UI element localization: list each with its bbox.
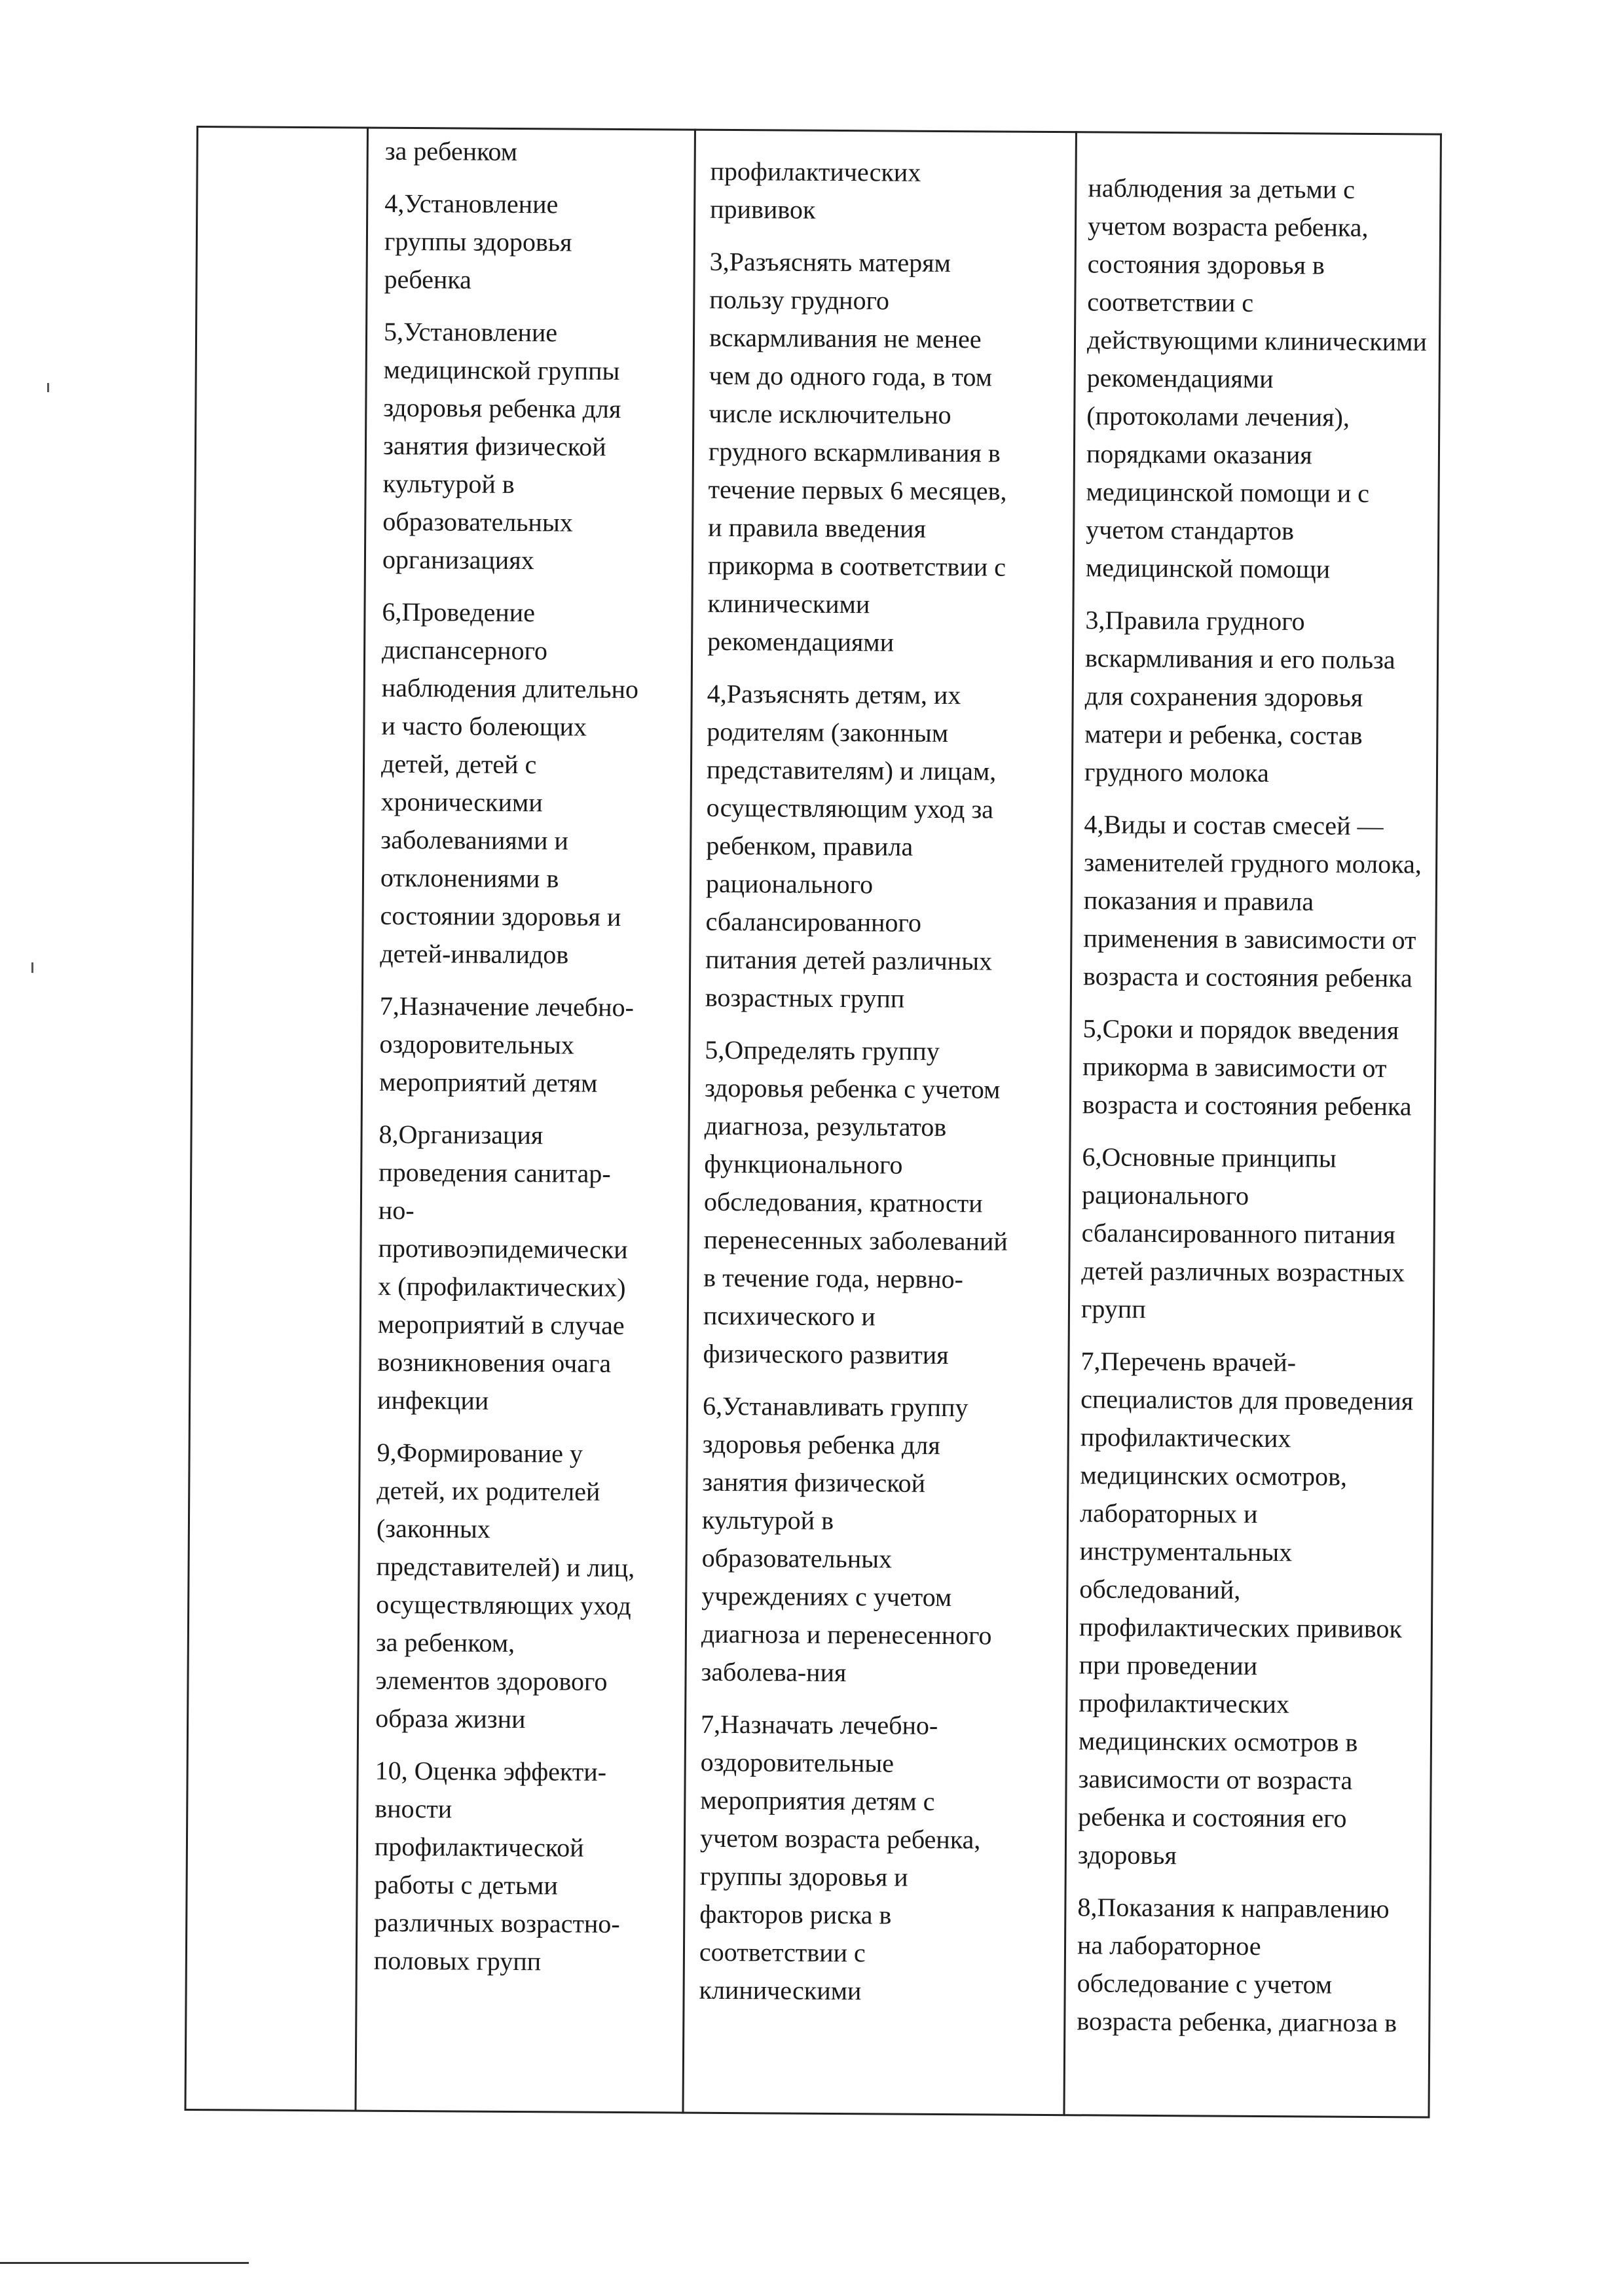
table-column-2 xyxy=(374,132,690,1996)
table-column-4 xyxy=(1077,169,1439,2056)
list-item: 5,Установление медицинской группы здоровья ребенка для занятия физической культурой в образовательных организациях xyxy=(382,316,621,575)
list-item: 3,Разъяснять матерям пользу грудного вскармливания не менее чем до одного года, в том числе исключительно грудного вскармливания в течение первых 6 месяцев, и правила введения прикорма в соответствии с клиническими рекомендациями xyxy=(707,246,1007,657)
list-item: 10, Оценка эффекти- вности профилактической работы с детьми различных возрастно- половых групп xyxy=(373,1755,620,1977)
list-item: 6,Устанавливать группу здоровья ребенка для занятия физической культурой в образовательных учреждениях с учетом диагноза и перенесенного заболева-ния xyxy=(701,1391,992,1688)
list-item: 4,Разъяснять детям, их родителям (законным представителям) и лицам, осуществляющим уход за ребенком, правила рационального сбалансированного питания детей различных возрастных групп xyxy=(705,678,997,1013)
scan-artifact-line xyxy=(0,2262,249,2264)
scan-artifact-dot xyxy=(47,383,49,392)
competency-table xyxy=(184,126,1441,2119)
list-item: за ребенком xyxy=(384,136,518,166)
list-item: 5,Сроки и порядок введения прикорма в зависимости от возраста и состояния ребенка xyxy=(1082,1013,1412,1121)
list-item: 9,Формирование у детей, их родителей (законных представителей) и лиц, осуществляющих уход за ребенком, элементов здорового образа жизни xyxy=(375,1437,635,1734)
list-item: 5,Определять группу здоровья ребенка с учетом диагноза, результатов функционального обследования, кратности перенесенных заболеваний в течение года, нервно- психического и физического развития xyxy=(703,1034,1008,1370)
list-item: 7,Назначение лечебно- оздоровительных мероприятий детям xyxy=(378,991,635,1098)
list-item: 4,Установление группы здоровья ребенка xyxy=(384,188,572,295)
table-bottom-border xyxy=(184,2109,1430,2119)
scan-artifact-dot xyxy=(31,962,33,973)
list-item: 8,Организация проведения санитар- но- противоэпидемически х (профилактических) мероприятий в случае возникновения очага инфекции xyxy=(377,1119,628,1415)
list-item: 7,Перечень врачей- специалистов для проведения профилактических медицинских осмотров, лабораторных и инструментальных обследований, профилактических прививок при проведении профилактических медицинских осмотров в зависимости от возраста ребенка и состояния его здоровья xyxy=(1077,1346,1414,1870)
table-top-border xyxy=(196,126,1442,136)
list-item: профилактических прививок xyxy=(710,156,921,225)
list-item: 3,Правила грудного вскармливания и его польза для сохранения здоровья матери и ребенка, состав грудного молока xyxy=(1084,605,1395,788)
list-item: 4,Виды и состав смесей — заменителей грудного молока, показания и правила применения в зависимости от возраста и состояния ребенка xyxy=(1082,809,1422,993)
table-column-3 xyxy=(699,153,1073,2026)
table-left-border xyxy=(184,126,198,2111)
table-column-1 xyxy=(200,136,364,137)
list-item: 7,Назначать лечебно- оздоровительные мероприятия детям с учетом возраста ребенка, группы здоровья и факторов риска в соответствии с клиническими xyxy=(699,1709,981,2006)
column-divider-1 xyxy=(354,127,369,2112)
list-item: 8,Показания к направлению на лабораторное обследование с учетом возраста ребенка, диагноза в xyxy=(1077,1892,1397,2038)
list-item: 6,Основные принципы рационального сбалансированного питания детей различных возрастных групп xyxy=(1080,1142,1405,1324)
list-item: 6,Проведение диспансерного наблюдения длительно и часто болеющих детей, детей с хроническими заболеваниями и отклонениями в состоянии здоровья и детей-инвалидов xyxy=(380,596,639,970)
list-item: наблюдения за детьми с учетом возраста ребенка, состояния здоровья в соответствии с действующими клиническими рекомендациями (протоколами лечения), порядками оказания медицинской помощи и с учетом стандартов медицинской помощи xyxy=(1085,173,1428,584)
